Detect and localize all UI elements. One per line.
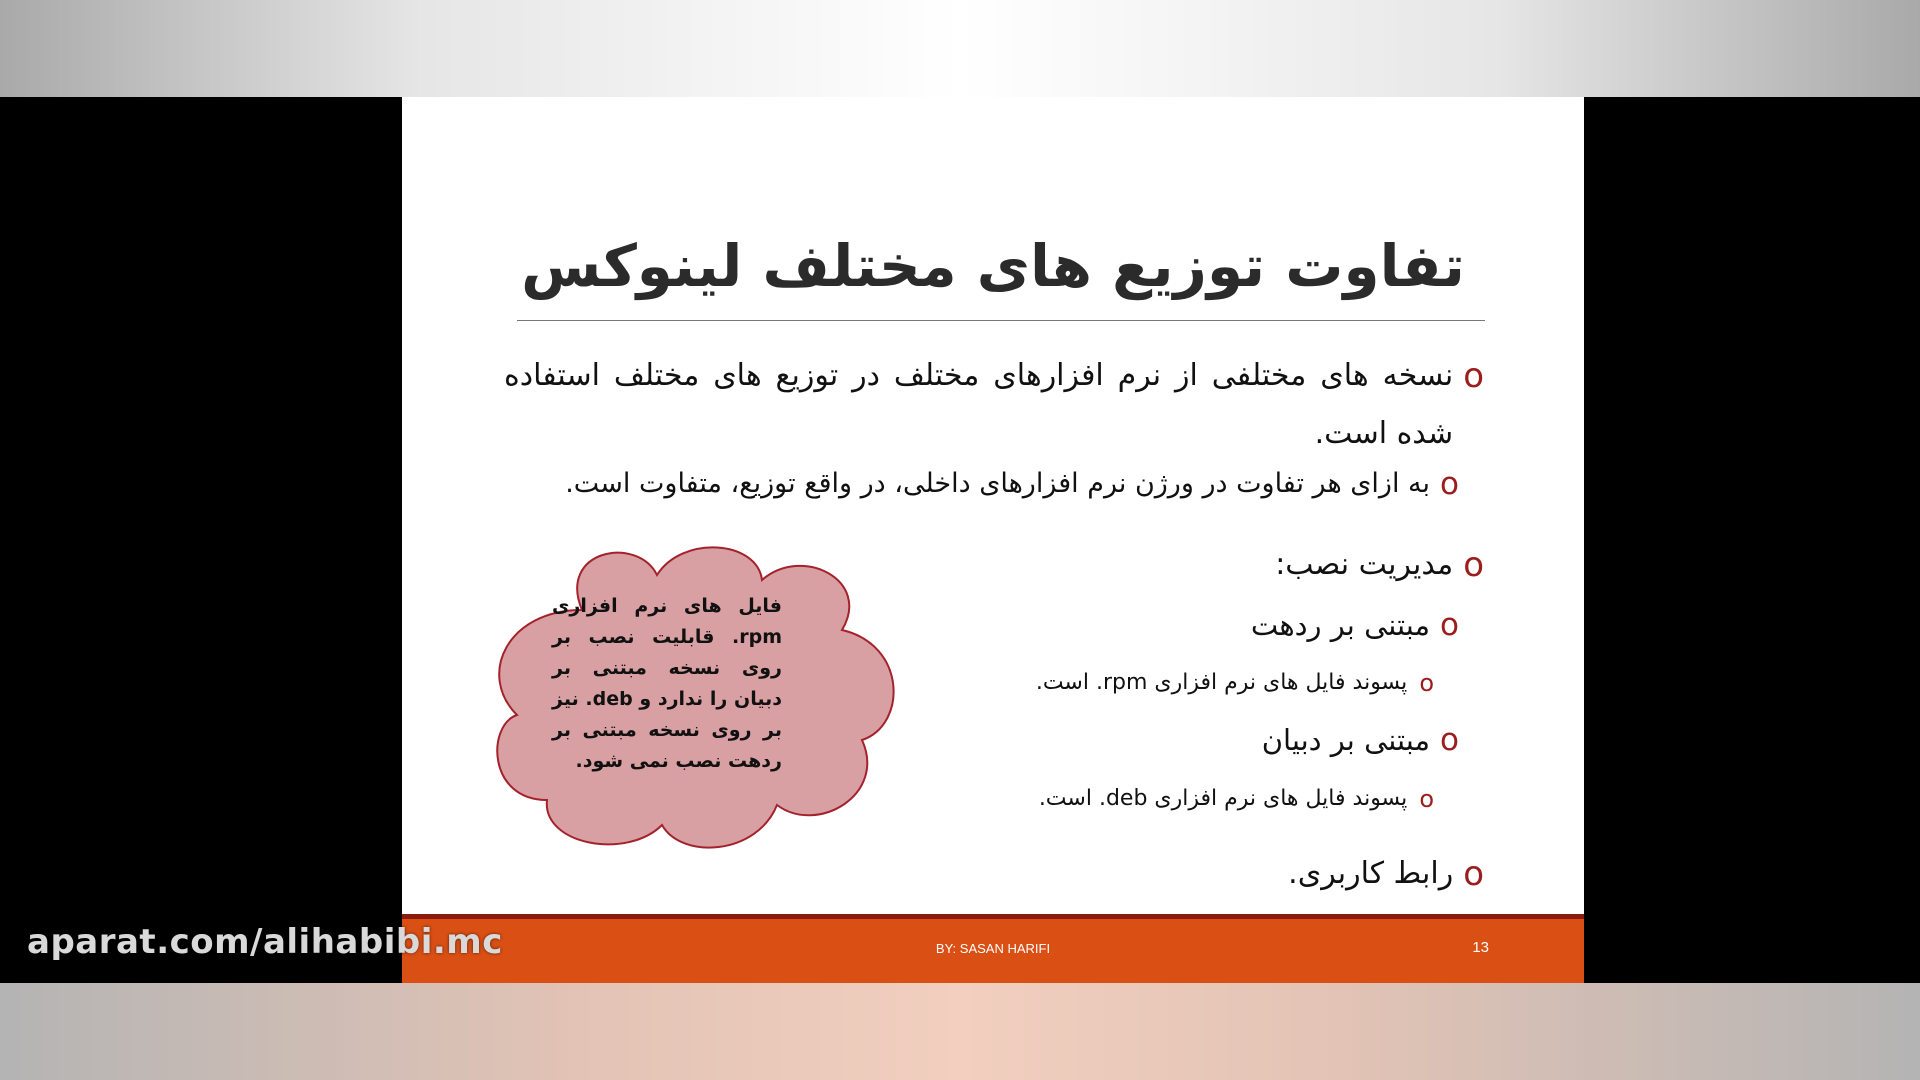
presentation-slide (402, 97, 1584, 983)
bullet-icon: o (1440, 466, 1459, 502)
bullet-text: مدیریت نصب: (1275, 547, 1454, 582)
bullet-text: رابط کاربری. (1288, 856, 1454, 891)
bullet-icon: o (1440, 722, 1459, 758)
bullet-text: نسخه های مختلفی از نرم افزارهای مختلف در توزیع های مختلف استفاده شده است. (504, 358, 1454, 451)
sub-bullet-item (1262, 720, 1459, 760)
sub-bullet-item (1251, 605, 1459, 645)
sub-bullet-item (565, 464, 1459, 504)
bullet-icon: o (1419, 669, 1434, 697)
bullet-icon: o (1463, 545, 1484, 585)
watermark-text: aparat.com/alihabibi.mc (27, 922, 503, 962)
bullet-item (1275, 545, 1484, 585)
bullet-text: مبتنی بر دبیان (1261, 723, 1431, 757)
top-background (0, 0, 1920, 97)
slide-number: 13 (1472, 939, 1489, 956)
footer-author: BY: SASAN HARIFI (935, 941, 1051, 956)
bullet-icon: o (1463, 854, 1484, 894)
title-underline (517, 320, 1485, 321)
slide-footer (402, 919, 1584, 983)
bullet-icon: o (1419, 785, 1434, 813)
cloud-callout-text: فایل های نرم افزاری rpm. قابلیت نصب بر روی نسخه مبتنی بر دبیان را ندارد و deb. نیز بر روی نسخه مبتنی بر ردهت نصب نمی شود. (552, 595, 782, 772)
slide-title: تفاوت توزیع های مختلف لینوکس (521, 232, 1465, 300)
sub-sub-bullet-item (1036, 667, 1434, 699)
bullet-item (504, 347, 1484, 463)
bullet-text: به ازای هر تفاوت در ورژن نرم افزارهای داخلی، در واقع توزیع، متفاوت است. (565, 468, 1431, 499)
bullet-text: پسوند فایل های نرم افزاری deb. است. (1038, 786, 1408, 811)
bullet-icon: o (1440, 607, 1459, 643)
bottom-background (0, 983, 1920, 1080)
bullet-text: مبتنی بر ردهت (1250, 608, 1431, 642)
sub-sub-bullet-item (1039, 783, 1434, 815)
bullet-text: پسوند فایل های نرم افزاری rpm. است. (1035, 670, 1408, 695)
bullet-icon: o (1463, 356, 1484, 396)
bullet-item (1288, 854, 1484, 894)
